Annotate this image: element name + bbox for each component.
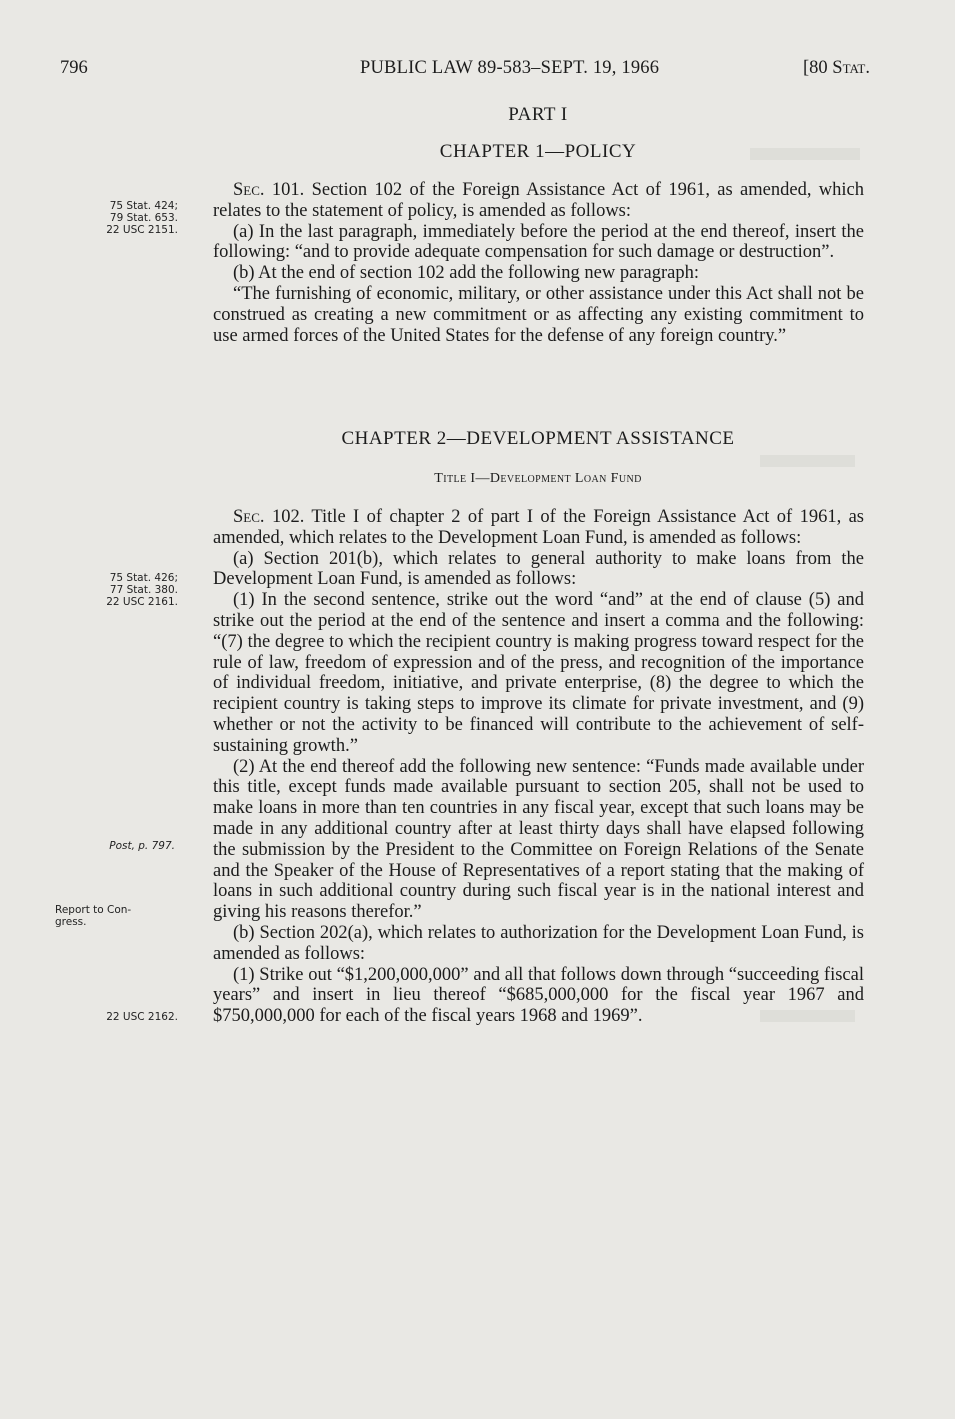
section-102-paragraph-b1: (1) Strike out “$1,200,000,000” and all that follows down through “succeeding fiscal years” and insert in lieu thereof “$685,000,000 for the fiscal year 1967 and $750,000,000 for each of the fiscal years 1968 and 1969”. [213,964,864,1027]
section-102: Sec. 102. Title I of chapter 2 of part I of the Foreign Assistance Act of 1961, as amended, which relates to the Development Loan Fund, is amended as follows: [213,507,865,548]
section-102-paragraph-a1: (1) In the second sentence, strike out the word “and” at the end of clause (5) and strike out the period at the end of the sentence and insert a comma and the following: “(7) the degree to which the recipient country is making progress toward respect for the rule of law, freedom of expression and of the press, and recognition of the importance of individual freedom, initiative, and private enterprise, (8) the degree to which the recipient country is taking steps to improve its climate for private investment, and (9) whether or not the activity to be financed will contribute to the achievement of self-sustaining growth.” [213,590,864,756]
section-101-paragraph-a: (a) In the last paragraph, immediately before the period at the end thereof, insert the following: “and to provide adequate compensation for such damage or destruction”. [213,221,864,263]
margin-note-post: Post, p. 797. [109,840,175,852]
section-101-quote: “The furnishing of economic, military, or other assistance under this Act shall not be construed as creating a new commitment or as affecting any existing commitment to use armed forces of the United States for the defense of any foreign country.” [213,283,864,346]
running-title: PUBLIC LAW 89-583–SEPT. 19, 1966 [360,58,660,78]
section-102-paragraph-a: (a) Section 201(b), which relates to general authority to make loans from the Development Loan Fund, is amended as follows: [213,548,864,590]
margin-note-citation: 22 USC 2162. [106,1011,178,1023]
section-101-paragraph-b: (b) At the end of section 102 add the following new paragraph: [233,263,699,284]
margin-note-citation: 75 Stat. 426; 77 Stat. 380. 22 USC 2161. [106,572,178,608]
section-102-paragraph-a2: (2) At the end thereof add the following new sentence: “Funds made available under this title, except funds made available pursuant to section 205, shall not be used to make loans in more than ten countries in any fiscal year, except that such loans may be made in any additional country after at least thirty days shall have elapsed following the submission by the President to the Committee on Foreign Relations of the Senate and the Speaker of the House of Representatives of a report stating that the making of loans in such additional country during such fiscal year is in the national interest and giving his reasons therefor.” [213,756,864,923]
chapter2-body [213,507,864,1027]
part-heading: PART I [508,104,568,125]
page-number: 796 [60,58,88,78]
margin-note-citation: 75 Stat. 424; 79 Stat. 653. 22 USC 2151. [106,200,178,236]
volume-reference: [80 Stat. [803,58,870,78]
section-102-paragraph-b: (b) Section 202(a), which relates to authorization for the Development Loan Fund, is amended as follows: [213,922,864,964]
margin-note-report: Report to Con- gress. [55,904,132,928]
section-101: Sec. 101. Section 102 of the Foreign Assistance Act of 1961, as amended, which relates to the statement of policy, is amended as follows: [213,180,864,221]
running-header [60,58,870,84]
chapter1-heading: CHAPTER 1—POLICY [439,141,637,162]
chapter2-heading: CHAPTER 2—DEVELOPMENT ASSISTANCE [341,428,735,449]
title-heading: Title I—Development Loan Fund [434,471,642,486]
chapter1-body [213,180,864,346]
bleed-through [760,455,855,467]
